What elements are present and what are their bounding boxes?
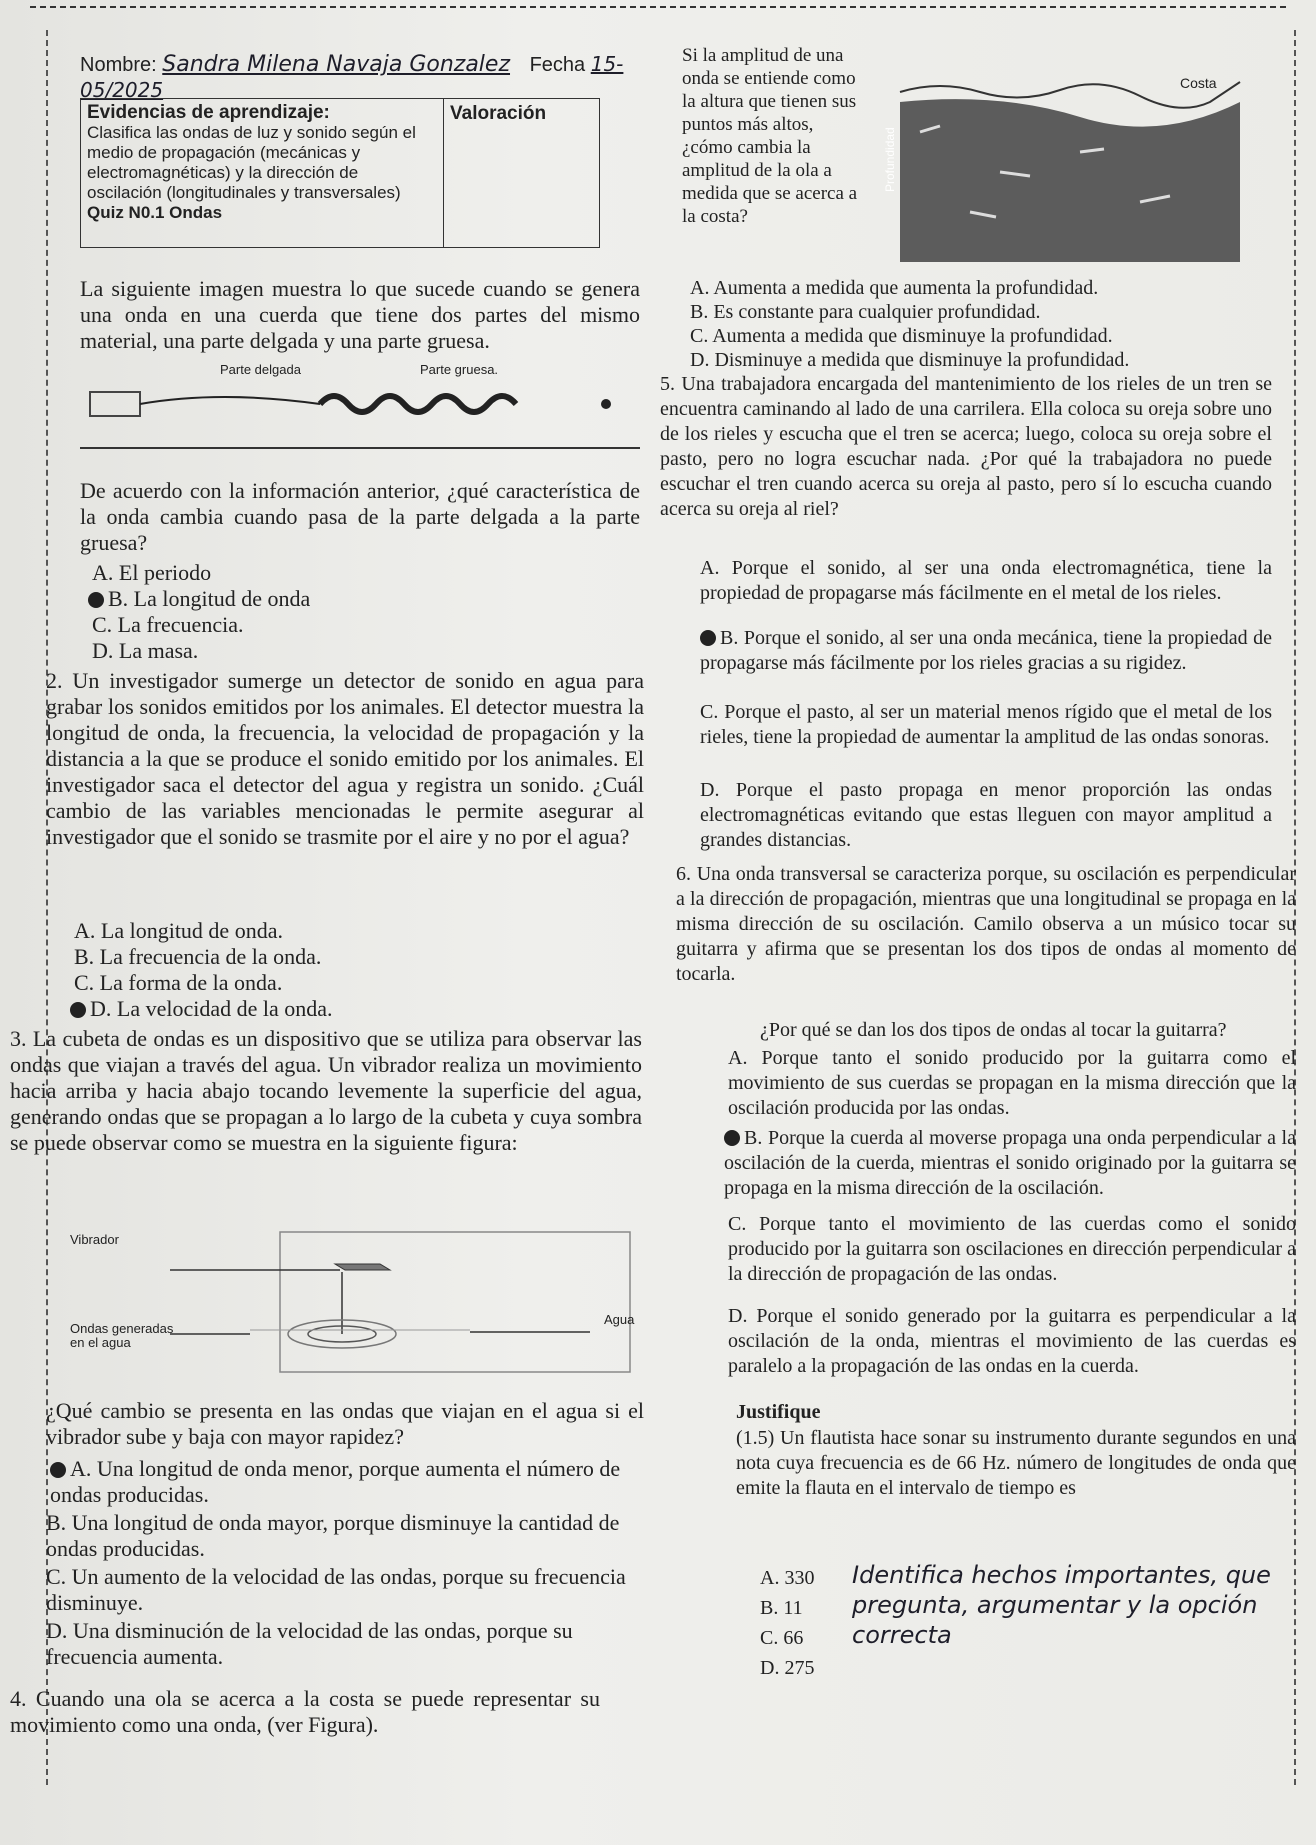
justify-option-b[interactable]: B. 11 — [760, 1597, 803, 1619]
q4-stem: 4. Cuando una ola se acerca a la costa se puede representar su movimiento como una onda, (ver Figura). — [10, 1686, 600, 1737]
depth-label: Profundidad — [883, 127, 897, 192]
q3-option-d[interactable]: D. Una disminución de la velocidad de las ondas, porque su frecuencia aumenta. — [46, 1618, 573, 1669]
q5-option-d[interactable]: D. Porque el pasto propaga en menor proporción las ondas electromagnéticas evitando que estas lleguen con mayor amplitud a grandes distancias. — [700, 779, 1272, 851]
rope-wave-figure — [80, 380, 640, 454]
q4-option-a[interactable]: A. Aumenta a medida que aumenta la profundidad. — [690, 277, 1099, 299]
wave-tank-figure — [70, 1230, 640, 1380]
q1-question: De acuerdo con la información anterior, ¿qué característica de la onda cambia cuando pasa de la parte delgada a la parte gruesa? — [80, 478, 640, 555]
q1-intro: La siguiente imagen muestra lo que sucede cuando se genera una onda en una cuerda que tiene dos partes del mismo material, una parte delgada y una parte gruesa. — [80, 276, 640, 353]
q4-question-text: Si la amplitud de una onda se entiende como la altura que tienen sus puntos más altos, ¿cómo cambia la amplitud de la ola a medida que se acerca a la costa? — [682, 45, 858, 227]
thin-part-label: Parte delgada — [220, 362, 301, 377]
q2-option-d[interactable]: D. La velocidad de la onda. — [70, 996, 333, 1022]
justify-option-a[interactable]: A. 330 — [760, 1567, 815, 1589]
coast-figure — [880, 62, 1260, 272]
justify-title: Justifique — [736, 1401, 821, 1423]
header — [80, 52, 680, 104]
q5-option-a[interactable]: A. Porque el sonido, al ser una onda electromagnética, tiene la propiedad de propagarse más fácilmente en el metal de los rieles. — [700, 557, 1272, 604]
justify-option-d[interactable]: D. 275 — [760, 1657, 815, 1679]
q4-option-d[interactable]: D. Disminuye a medida que disminuye la profundidad. — [690, 349, 1130, 371]
evidence-header: Evidencias de aprendizaje: — [87, 102, 330, 123]
evidence-footer: Quiz N0.1 Ondas — [87, 203, 223, 222]
q6-option-c[interactable]: C. Porque tanto el movimiento de las cuerdas como el sonido producido por la guitarra son oscilaciones en dirección perpendicular a la dirección de propagación de las ondas. — [728, 1213, 1296, 1285]
q3-text: 3. La cubeta de ondas es un dispositivo que se utiliza para observar las ondas que viajan a través del agua. Un vibrador realiza un movimiento hacia arriba y hacia abajo tocando levemente la superficie del agua, generando ondas que se propagan a lo largo de la cubeta y cuya sombra se puede observar como se muestra en la siguiente figura: — [10, 1026, 642, 1155]
date-value: 15-05/2025 — [80, 52, 624, 102]
coast-label: Costa — [1180, 75, 1217, 91]
handwritten-note: Identifica hechos importantes, que pregunta, argumentar y la opción correcta — [852, 1561, 1271, 1649]
q3-option-c[interactable]: C. Un aumento de la velocidad de las ondas, porque su frecuencia disminuye. — [46, 1564, 626, 1615]
q6-option-b[interactable]: B. Porque la cuerda al moverse propaga una onda perpendicular a la oscilación de la cuerda, mientras el sonido originado por la guitarra se propaga en la misma dirección de la oscilación. — [724, 1127, 1296, 1199]
q2-option-c[interactable]: C. La forma de la onda. — [74, 970, 283, 995]
q6-option-a[interactable]: A. Porque tanto el sonido producido por la guitarra como el movimiento de sus cuerdas se propagan en la misma dirección que la oscilación producida por las ondas. — [728, 1047, 1296, 1119]
generated-waves-label: Ondas generadas en el agua — [70, 1321, 174, 1350]
evidence-body: Clasifica las ondas de luz y sonido según el medio de propagación (mecánicas y electromagnéticas) y la dirección de oscilación (longitudinales y transversales) — [87, 123, 416, 202]
date-label: Fecha — [529, 54, 586, 76]
justify-text: (1.5) Un flautista hace sonar su instrumento durante segundos en una nota cuya frecuencia es de 66 Hz. número de longitudes de onda que emite la flauta en el intervalo de tiempo es — [736, 1427, 1296, 1499]
q1-option-b[interactable]: B. La longitud de onda — [88, 586, 310, 612]
evidence-cell — [81, 99, 444, 248]
q6-question: ¿Por qué se dan los dos tipos de ondas al tocar la guitarra? — [760, 1019, 1227, 1041]
q3-question: ¿Qué cambio se presenta en las ondas que viajan en el agua si el vibrador sube y baja con mayor rapidez? — [46, 1398, 644, 1449]
cut-line-top — [30, 6, 1286, 8]
q1-option-a[interactable]: A. El periodo — [92, 560, 212, 585]
q2-text: 2. Un investigador sumerge un detector de sonido en agua para grabar los sonidos emitidos por los animales. El detector muestra la longitud de onda, la frecuencia, la velocidad de propagación y la distancia a la que se produce el sonido emitido por los animales. El investigador saca el detector del agua y registra un sonido. ¿Cuál cambio de las variables mencionadas le permite asegurar al investigador que el sonido se trasmite por el aire y no por el agua? — [46, 668, 644, 849]
q2-option-b[interactable]: B. La frecuencia de la onda. — [74, 944, 322, 969]
evidence-table — [80, 98, 600, 248]
name-value: Sandra Milena Navaja Gonzalez — [162, 52, 511, 77]
q5-text: 5. Una trabajadora encargada del mantenimiento de los rieles de un tren se encuentra caminando al lado de una carrilera. Ella coloca su oreja sobre uno de los rieles y escucha que el tren se acerca; luego, coloca su oreja sobre el pasto, pero no logra escuchar nada. ¿Por qué la trabajadora no puede escuchar el tren cuando acerca su oreja al pasto, pero sí lo escucha cuando acerca su oreja al riel? — [660, 373, 1272, 520]
q5-option-c[interactable]: C. Porque el pasto, al ser un material menos rígido que el metal de los rieles, tiene la propiedad de aumentar la amplitud de las ondas sonoras. — [700, 701, 1272, 748]
q3-option-a[interactable]: A. Una longitud de onda menor, porque aumenta el número de ondas producidas. — [50, 1456, 644, 1508]
q4-option-b[interactable]: B. Es constante para cualquier profundidad. — [690, 301, 1041, 323]
q6-option-d[interactable]: D. Porque el sonido generado por la guitarra es perpendicular a la oscilación de la onda, mientras el movimiento de las cuerdas es paralelo a la propagación de las ondas en la cuerda. — [728, 1305, 1296, 1377]
q1-option-c[interactable]: C. La frecuencia. — [92, 612, 244, 637]
q5-option-b[interactable]: B. Porque el sonido, al ser una onda mecánica, tiene la propiedad de propagarse más fácilmente por los rieles gracias a su rigidez. — [700, 627, 1272, 674]
justify-option-c[interactable]: C. 66 — [760, 1627, 804, 1649]
vibrator-label: Vibrador — [70, 1232, 119, 1247]
q1-option-d[interactable]: D. La masa. — [92, 638, 199, 663]
q4-option-c[interactable]: C. Aumenta a medida que disminuye la profundidad. — [690, 325, 1113, 347]
name-label: Nombre: — [80, 54, 157, 76]
water-label: Agua — [604, 1312, 635, 1327]
q2-option-a[interactable]: A. La longitud de onda. — [74, 918, 283, 943]
q6-text: 6. Una onda transversal se caracteriza porque, su oscilación es perpendicular a la dirección de propagación, mientras que una longitudinal se propaga en la misma dirección de su oscilación. Camilo observa a un músico tocar su guitarra y afirma que se presentan los dos tipos de ondas al momento de tocarla. — [676, 863, 1296, 985]
q3-option-b[interactable]: B. Una longitud de onda mayor, porque disminuye la cantidad de ondas producidas. — [46, 1510, 620, 1561]
valoracion-header: Valoración — [450, 103, 547, 124]
thick-part-label: Parte gruesa. — [420, 362, 499, 377]
valoracion-cell — [444, 99, 600, 248]
